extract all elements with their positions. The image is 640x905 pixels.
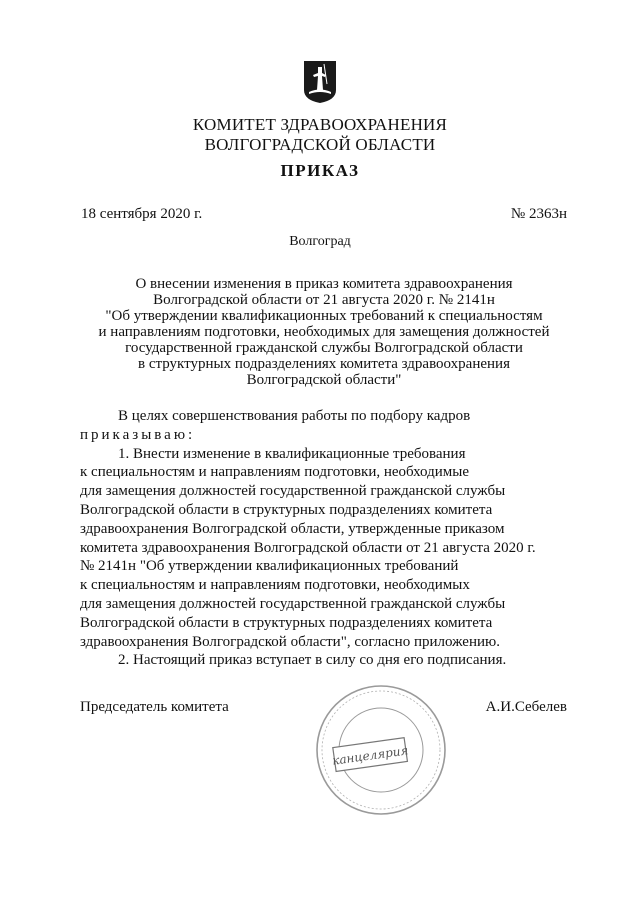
- intro-paragraph: В целях совершенствования работы по подбору кадров: [118, 408, 471, 424]
- document-number: № 2363н: [510, 206, 567, 222]
- item-1-last-line: здравоохранения Волгоградской области", согласно приложению.: [80, 633, 500, 650]
- item-1-line: № 2141н "Об утверждении квалификационных требований: [80, 558, 459, 575]
- item-1-line: здравоохранения Волгоградской области, утвержденные приказом: [80, 520, 505, 537]
- item-1-line: для замещения должностей государственной гражданской службы: [80, 483, 506, 500]
- org-name-line-2: ВОЛГОГРАДСКОЙ ОБЛАСТИ: [204, 135, 436, 154]
- order-word: приказываю:: [80, 426, 196, 443]
- item-1-line: к специальностям и направлениям подготовки, необходимых: [80, 577, 470, 594]
- document-type-title: ПРИКАЗ: [280, 161, 360, 180]
- item-1-line: Волгоградской области в структурных подразделениях комитета: [80, 614, 493, 631]
- document-city: Волгоград: [289, 234, 351, 249]
- item-2-paragraph: 2. Настоящий приказ вступает в силу со дня его подписания.: [118, 652, 507, 669]
- signer-title: Председатель комитета: [80, 699, 229, 715]
- item-1-line: Волгоградской области в структурных подразделениях комитета: [80, 501, 493, 518]
- document-body: [80, 407, 568, 670]
- subject-line: и направлениям подготовки, необходимых для замещения должностей: [98, 324, 550, 340]
- item-1-line: для замещения должностей государственной гражданской службы: [80, 595, 506, 612]
- subject-line: Волгоградской области": [246, 372, 402, 388]
- subject-line: "Об утверждении квалификационных требований к специальностям: [105, 308, 543, 324]
- item-1-line: к специальностям и направлениям подготовки, необходимые: [80, 464, 469, 481]
- subject-line: О внесении изменения в приказ комитета здравоохранения: [135, 276, 513, 292]
- document-date: 18 сентября 2020 г.: [81, 206, 203, 222]
- subject-line: Волгоградской области от 21 августа 2020 г. № 2141н: [153, 292, 495, 308]
- item-1-line: комитета здравоохранения Волгоградской области от 21 августа 2020 г.: [80, 539, 536, 556]
- subject-line: в структурных подразделениях комитета здравоохранения: [138, 356, 510, 372]
- item-1-line: 1. Внести изменение в квалификационные требования: [118, 445, 466, 462]
- stamp-label: канцелярия: [331, 743, 410, 768]
- volgograd-emblem-icon: [303, 60, 337, 104]
- org-name-line-1: КОМИТЕТ ЗДРАВООХРАНЕНИЯ: [192, 115, 448, 134]
- office-stamp: [314, 683, 448, 817]
- document-subject: [80, 276, 568, 388]
- subject-line: государственной гражданской службы Волгоградской области: [125, 340, 523, 356]
- signer-name: А.И.Себелев: [485, 699, 567, 715]
- organization-name: [0, 115, 640, 155]
